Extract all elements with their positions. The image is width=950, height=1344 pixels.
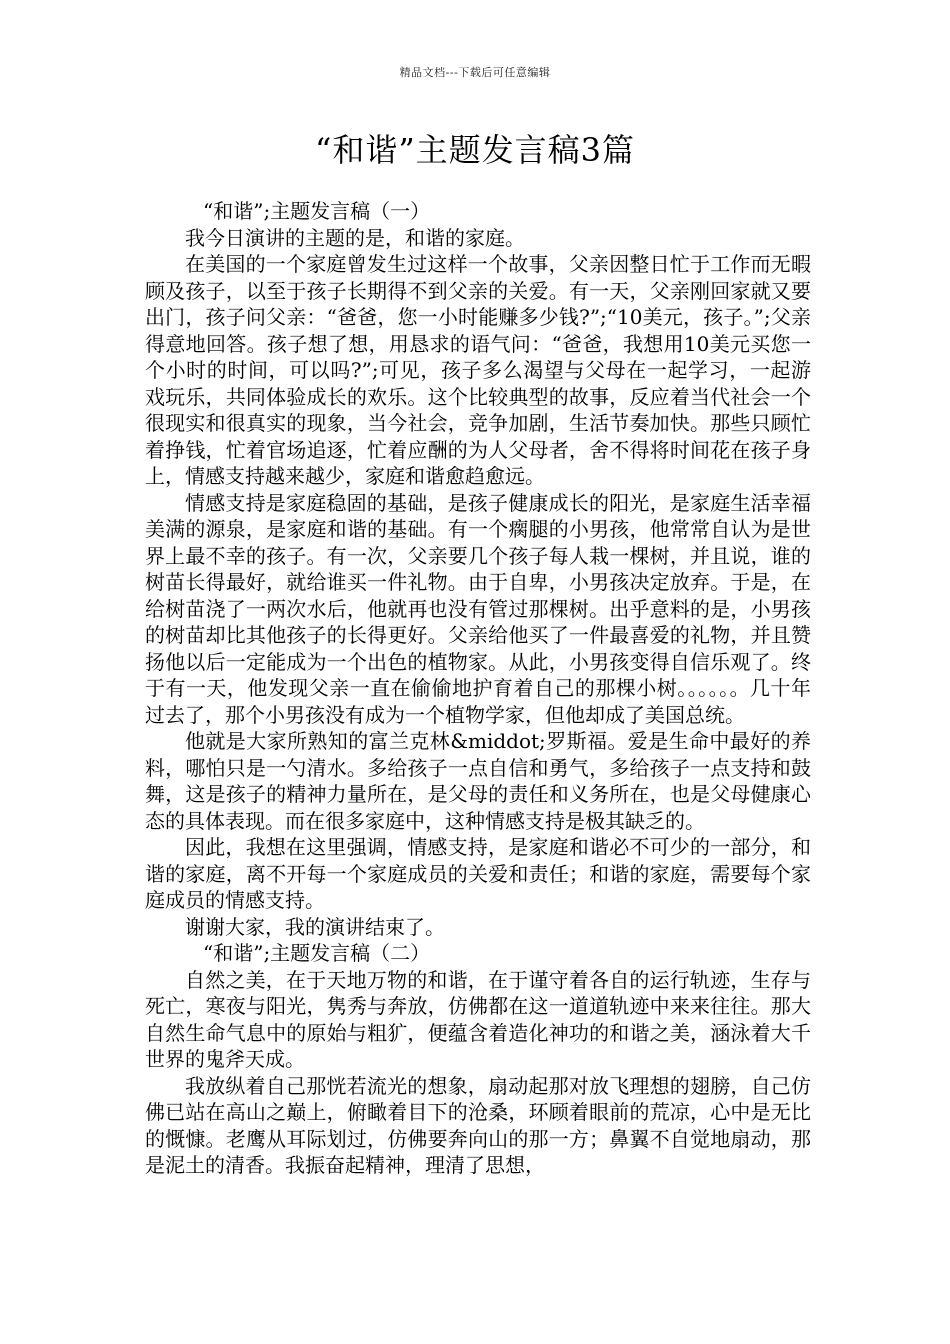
paragraph: 他就是大家所熟知的富兰克林&middot;罗斯福。爱是生命中最好的养料，哪怕只是一勺清水。多给孩子一点自信和勇气，多给孩子一点支持和鼓舞，这是孩子的精神力量所在，是父母的责任和义务所在，也是父母健康心态的具体表现。而在很多家庭中，这种情感支持是极其缺乏的。 xyxy=(145,729,811,833)
document-title: “和谐”主题发言稿3篇 xyxy=(314,131,636,169)
paragraph: 情感支持是家庭稳固的基础，是孩子健康成长的阳光，是家庭生活幸福美满的源泉，是家庭和谐的基础。有一个瘸腿的小男孩，他常常自认为是世界上最不幸的孩子。有一次，父亲要几个孩子每人栽一棵树，并且说，谁的树苗长得最好，就给谁买一件礼物。由于自卑，小男孩决定放弃。于是，在给树苗浇了一两次水后，他就再也没有管过那棵树。出乎意料的是，小男孩的树苗却比其他孩子的长得更好。父亲给他买了一件最喜爱的礼物，并且赞扬他以后一定能成为一个出色的植物家。从此，小男孩变得自信乐观了。终于有一天，他发现父亲一直在偷偷地护育着自己的那棵小树。。。。。。几十年过去了，那个小男孩没有成为一个植物学家，但他却成了美国总统。 xyxy=(145,490,811,727)
paragraph: 因此，我想在这里强调，情感支持，是家庭和谐必不可少的一部分，和谐的家庭，离不开每一个家庭成员的关爱和责任；和谐的家庭，需要每个家庭成员的情感支持。 xyxy=(145,835,811,912)
paragraph: 我放纵着自己那恍若流光的想象，扇动起那对放飞理想的翅膀，自己仿佛已站在高山之巅上，俯瞰着目下的沧桑，环顾着眼前的荒凉，心中是无比的慨慷。老鹰从耳际划过，仿佛要奔向山的那一方；鼻翼不自觉地扇动，那是泥土的清香。我振奋起精神，理清了思想， xyxy=(145,1073,811,1177)
paragraph: 在美国的一个家庭曾发生过这样一个故事，父亲因整日忙于工作而无暇顾及孩子，以至于孩子长期得不到父亲的关爱。有一天，父亲刚回家就又要出门，孩子问父亲：“爸爸，您一小时能赚多少钱?”;“10美元，孩子。”;父亲得意地回答。孩子想了想，用恳求的语气问：“爸爸，我想用10美元买您一个小时的时间，可以吗?”;可见，孩子多么渴望与父母在一起学习，一起游戏玩乐，共同体验成长的欢乐。这个比较典型的故事，反应着当代社会一个很现实和很真实的现象，当今社会，竞争加剧，生活节奏加快。那些只顾忙着挣钱，忙着官场追逐，忙着应酬的为人父母者，舍不得将时间花在孩子身上，情感支持越来越少，家庭和谐愈趋愈远。 xyxy=(145,252,811,488)
section-heading: “和谐”;主题发言稿（一） xyxy=(203,199,431,223)
paragraph: 我今日演讲的主题的是，和谐的家庭。 xyxy=(185,225,525,250)
paragraph: 谢谢大家，我的演讲结束了。 xyxy=(185,914,445,939)
section-heading: “和谐”;主题发言稿（二） xyxy=(203,941,431,965)
document-body xyxy=(145,198,811,1179)
header-note: 精品文档---下载后可任意编辑 xyxy=(399,66,551,79)
paragraph: 自然之美，在于天地万物的和谐，在于谨守着各自的运行轨迹，生存与死亡，寒夜与阳光，隽秀与奔放，仿佛都在这一道道轨迹中来来往往。那大自然生命气息中的原始与粗犷，便蕴含着造化神功的和谐之美，涵泳着大千世界的鬼斧天成。 xyxy=(145,967,811,1071)
